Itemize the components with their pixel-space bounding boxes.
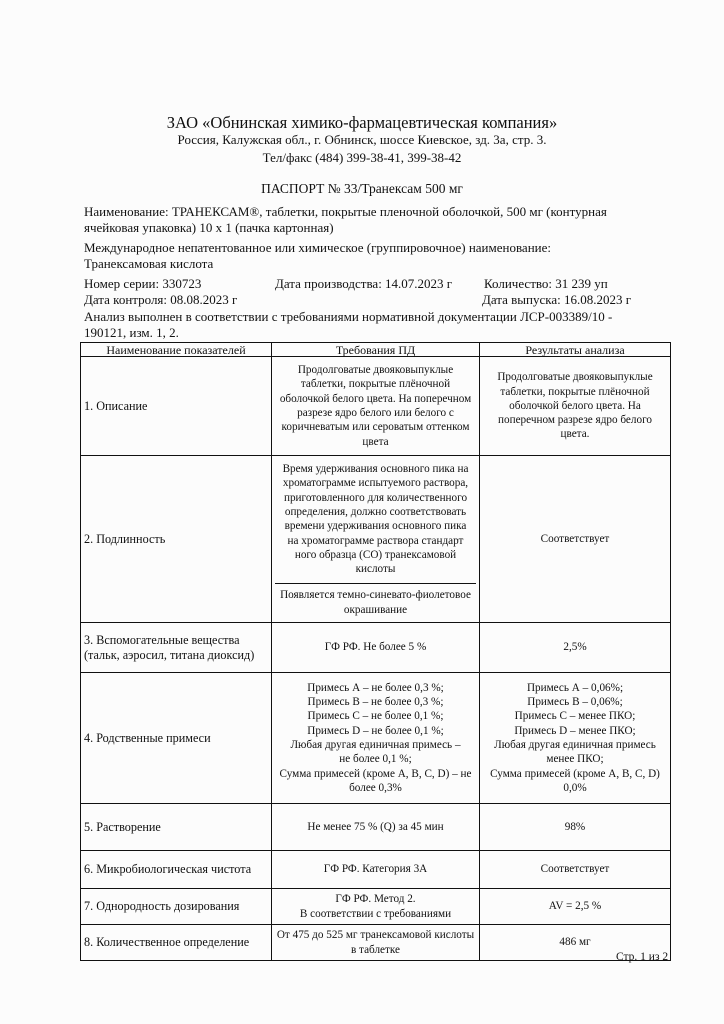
batch-number: Номер серии: 330723 <box>84 276 202 291</box>
res-line: Примесь D – менее ПКО; <box>514 724 636 737</box>
table-row <box>81 623 671 673</box>
req-line: В соответствии с требованиями <box>299 907 452 920</box>
row-requirement: Не менее 75 % (Q) за 45 мин <box>272 804 480 851</box>
table-header-row <box>81 343 671 357</box>
row-result: Соответствует <box>480 851 671 889</box>
control-date: Дата контроля: 08.08.2023 г <box>84 292 238 307</box>
results-table <box>80 342 671 961</box>
res-line: Примесь С – менее ПКО; <box>514 710 636 723</box>
row-result: 98% <box>480 804 671 851</box>
header-parameter: Наименование показателей <box>81 343 272 357</box>
header-results: Результаты анализа <box>480 343 671 357</box>
req-line: не более 0,1 %; <box>339 753 412 766</box>
product-name-line2: ячейковая упаковка) 10 х 1 (пачка картонная) <box>84 220 334 235</box>
row-result: 486 мг <box>480 925 671 961</box>
table-row <box>81 804 671 851</box>
product-name-line1: Наименование: ТРАНЕКСАМ®, таблетки, покрытые пленочной оболочкой, 500 мг (контурная <box>84 204 607 219</box>
row-name: 7. Однородность дозирования <box>81 889 272 925</box>
row-requirement: ГФ РФ. Не более 5 % <box>272 623 480 673</box>
row-result: Соответствует <box>480 456 671 623</box>
res-line: 0,0% <box>563 781 587 794</box>
row-name: 3. Вспомогательные вещества (тальк, аэросил, титана диоксид) <box>81 623 272 673</box>
row-name: 1. Описание <box>81 357 272 456</box>
company-name: ЗАО «Обнинская химико-фармацевтическая компания» <box>166 113 558 132</box>
row-name: 4. Родственные примеси <box>81 673 272 804</box>
row-result <box>480 673 671 804</box>
row-name: 5. Растворение <box>81 804 272 851</box>
res-line: Примесь А – 0,06%; <box>526 681 624 694</box>
company-phone: Тел/факс (484) 399-38-41, 399-38-42 <box>262 150 462 165</box>
identity-requirement-hplc: Время удерживания основного пика на хроматограмме испытуемого раствора, приготовленного для количественного определения, должно соответствовать времени удерживания основного пика на хроматограмме раствора стандарт ного образца (СО) транексамовой кислоты <box>275 456 476 583</box>
quantity: Количество: 31 239 уп <box>484 276 608 291</box>
res-line: Любая другая единичная примесь <box>494 739 656 751</box>
row-result: 2,5% <box>480 623 671 673</box>
row-requirement <box>272 673 480 804</box>
table-row <box>81 357 671 456</box>
table-row <box>81 456 671 623</box>
analysis-note-line2: 190121, изм. 1, 2. <box>84 325 179 340</box>
release-date: Дата выпуска: 16.08.2023 г <box>482 292 632 307</box>
analysis-note-line1: Анализ выполнен в соответствии с требованиями нормативной документации ЛСР-003389/10 - <box>84 309 613 324</box>
req-line: Любая другая единичная примесь – <box>290 739 461 751</box>
row-requirement: Продолговатые двояковыпуклые таблетки, покрытые плёночной оболочкой белого цвета. На поперечном разрезе ядро белого или белого с коричневатым или сероватым оттенком цвета <box>272 357 480 456</box>
production-date: Дата производства: 14.07.2023 г <box>275 276 453 291</box>
row-requirement: ГФ РФ. Категория 3А <box>272 851 480 889</box>
row-name: 2. Подлинность <box>81 456 272 623</box>
row-name: 6. Микробиологическая чистота <box>81 851 272 889</box>
req-line: Примесь В – не более 0,3 %; <box>307 696 444 709</box>
inn-line2: Транексамовая кислота <box>84 256 214 271</box>
row-requirement <box>272 889 480 925</box>
row-result: AV = 2,5 % <box>480 889 671 925</box>
req-line: Сумма примесей (кроме A, B, C, D) – не <box>279 767 472 780</box>
res-line: менее ПКО; <box>546 753 604 766</box>
req-line: ГФ РФ. Метод 2. <box>335 893 416 906</box>
req-line: более 0,3% <box>349 781 402 794</box>
row-result: Продолговатые двояковыпуклые таблетки, покрытые плёночной оболочкой белого цвета. На поперечном разрезе ядро белого цвета. <box>480 357 671 456</box>
table-row <box>81 925 671 961</box>
row-requirement <box>272 456 480 623</box>
table-row <box>81 851 671 889</box>
identity-requirement-color: Появляется темно-синевато-фиолетовое окрашивание <box>280 589 471 616</box>
table-row <box>81 673 671 804</box>
identity-subtable <box>275 456 476 622</box>
req-line: Примесь D – не более 0,1 %; <box>307 724 444 737</box>
passport-title: ПАСПОРТ № 33/Транексам 500 мг <box>261 181 463 196</box>
header-requirements: Требования ПД <box>272 343 480 357</box>
res-line: Сумма примесей (кроме A, B, C, D) <box>490 767 660 780</box>
company-address: Россия, Калужская обл., г. Обнинск, шоссе Киевское, зд. 3а, стр. 3. <box>177 132 547 147</box>
row-name: 8. Количественное определение <box>81 925 272 961</box>
res-line: Примесь В – 0,06%; <box>527 696 623 709</box>
page-number: Стр. 1 из 2 <box>616 951 669 963</box>
req-line: Примесь А – не более 0,3 %; <box>307 681 444 694</box>
row-requirement: От 475 до 525 мг транексамовой кислоты в таблетке <box>272 925 480 961</box>
table-row <box>81 889 671 925</box>
inn-line1: Международное непатентованное или химическое (группировочное) наименование: <box>84 240 551 255</box>
req-line: Примесь С – не более 0,1 %; <box>307 710 444 723</box>
